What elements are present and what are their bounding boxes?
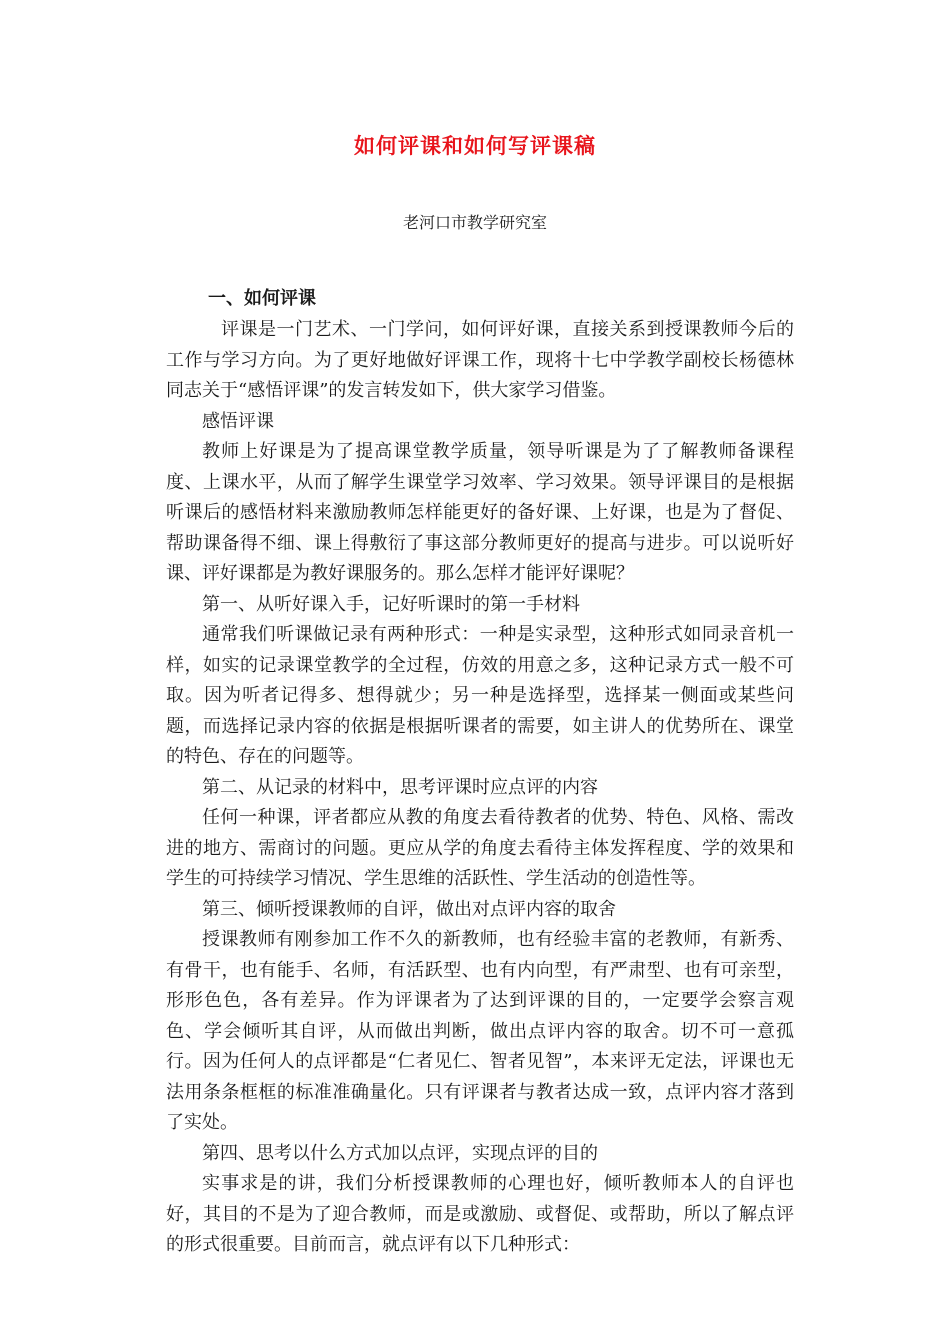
subheading: 感悟评课 — [202, 410, 274, 432]
document-title: 如何评课和如何写评课稿 — [354, 133, 596, 158]
paragraph: 评课是一门艺术、一门学问，如何评好课，直接关系到授课教师今后的工作与学习方向。为了更好地做好评课工作，现将十七中学教学副校长杨德林同志关于“感悟评课”的发言转发如下，供大家学习借鉴。 — [166, 319, 794, 401]
subheading: 第三、倾听授课教师的自评，做出对点评内容的取舍 — [202, 898, 616, 920]
subheading: 第一、从听好课入手，记好听课时的第一手材料 — [202, 593, 580, 615]
paragraph: 任何一种课，评者都应从教的角度去看待教者的优势、特色、风格、需改进的地方、需商讨的问题。更应从学的角度去看待主体发挥程度、学的效果和学生的可持续学习情况、学生思维的活跃性、学生活动的创造性等。 — [166, 807, 794, 889]
document-author: 老河口市教学研究室 — [402, 213, 547, 232]
paragraph: 授课教师有刚参加工作不久的新教师，也有经验丰富的老教师，有新秀、有骨干，也有能手、名师，有活跃型、也有内向型，有严肃型、也有可亲型，形形色色，各有差异。作为评课者为了达到评课的目的，一定要学会察言观色、学会倾听其自评，从而做出判断，做出点评内容的取舍。切不可一意孤行。因为任何人的点评都是“仁者见仁、智者见智”，本来评无定法，评课也无法用条条框框的标准准确量化。只有评课者与教者达成一致，点评内容才落到了实处。 — [166, 929, 794, 1133]
subheading: 第二、从记录的材料中，思考评课时应点评的内容 — [202, 776, 598, 798]
document-body — [166, 315, 794, 1261]
paragraph: 通常我们听课做记录有两种形式：一种是实录型，这种形式如同录音机一样，如实的记录课堂教学的全过程，仿效的用意之多，这种记录方式一般不可取。因为听者记得多、想得就少；另一种是选择型，选择某一侧面或某些问题，而选择记录内容的依据是根据听课者的需要，如主讲人的优势所在、课堂的特色、存在的问题等。 — [166, 624, 794, 767]
paragraph: 实事求是的讲，我们分析授课教师的心理也好，倾听教师本人的自评也好，其目的不是为了迎合教师，而是或激励、或督促、或帮助，所以了解点评的形式很重要。目前而言，就点评有以下几种形式： — [166, 1173, 794, 1255]
section-heading: 一、如何评课 — [208, 288, 316, 309]
paragraph: 教师上好课是为了提高课堂教学质量，领导听课是为了了解教师备课程度、上课水平，从而了解学生课堂学习效率、学习效果。领导评课目的是根据听课后的感悟材料来激励教师怎样能更好的备好课、上好课，也是为了督促、帮助课备得不细、课上得敷衍了事这部分教师更好的提高与进步。可以说听好课、评好课都是为教好课服务的。那么怎样才能评好课呢？ — [166, 441, 794, 584]
subheading: 第四、思考以什么方式加以点评，实现点评的目的 — [202, 1142, 598, 1164]
